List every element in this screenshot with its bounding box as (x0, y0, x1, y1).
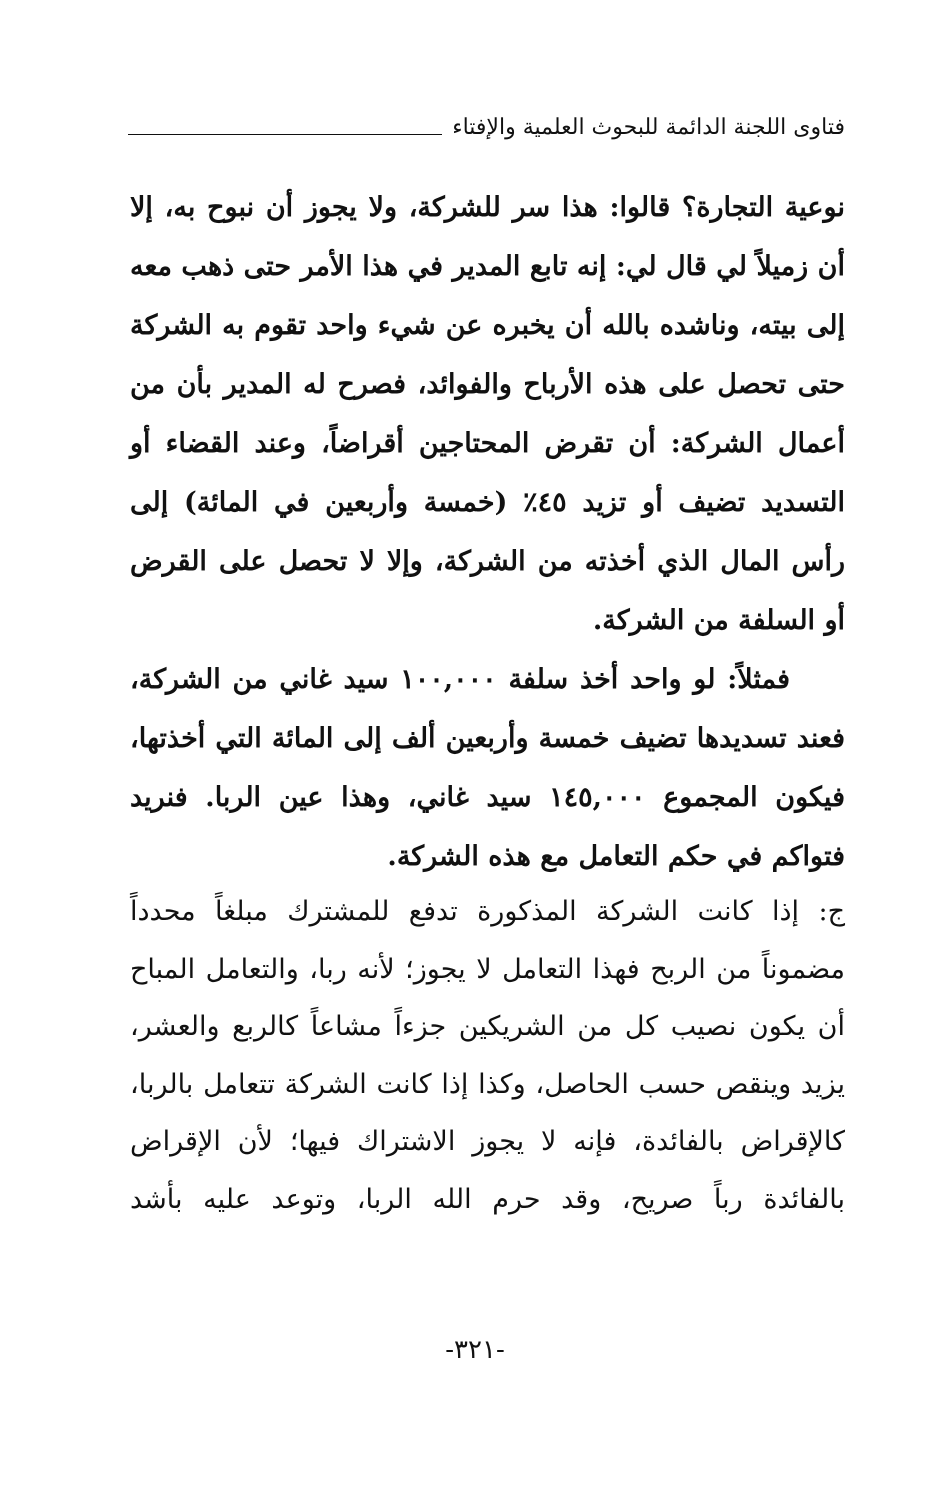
question-block (130, 178, 845, 886)
question-paragraph: نوعية التجارة؟ قالوا: هذا سر للشركة، ولا يجوز أن نبوح به، إلا أن زميلاً لي قال لي: إنه تابع المدير في هذا الأمر حتى ذهب معه إلى بيته، وناشده بالله أن يخبره عن شيء واحد تقوم به الشركة حتى تحصل على هذه الأرباح والفوائد، فصرح له المدير بأن من أعمال الشركة: أن تقرض المحتاجين أقراضاً، وعند القضاء أو التسديد تضيف أو تزيد ٤٥٪ (خمسة وأربعين في المائة) إلى رأس المال الذي أخذته من الشركة، وإلا لا تحصل على القرض أو السلفة من الشركة. (130, 192, 845, 636)
page-number: -٣٢١- (445, 1335, 505, 1365)
question-example-paragraph: فمثلاً: لو واحد أخذ سلفة ١٠٠,٠٠٠ سيد غاني من الشركة، فعند تسديدها تضيف خمسة وأربعين ألف إلى المائة التي أخذتها، فيكون المجموع ١٤٥,٠٠٠ سيد غاني، وهذا عين الربا. فنريد فتواكم في حكم التعامل مع هذه الشركة. (130, 664, 845, 872)
header-rule (128, 134, 442, 135)
answer-block (130, 883, 845, 1228)
book-title: فتاوى اللجنة الدائمة للبحوث العلمية والإفتاء (452, 115, 845, 140)
running-header (128, 108, 845, 148)
answer-paragraph: ج: إذا كانت الشركة المذكورة تدفع للمشترك مبلغاً محدداً مضموناً من الربح فهذا التعامل لا يجوز؛ لأنه ربا، والتعامل المباح أن يكون نصيب كل من الشريكين جزءاً مشاعاً كالربع والعشر، يزيد وينقص حسب الحاصل، وكذا إذا كانت الشركة تتعامل بالربا، كالإقراض بالفائدة، فإنه لا يجوز الاشتراك فيها؛ لأن الإقراض بالفائدة رباً صريح، وقد حرم الله الربا، وتوعد عليه بأشد (130, 896, 845, 1215)
